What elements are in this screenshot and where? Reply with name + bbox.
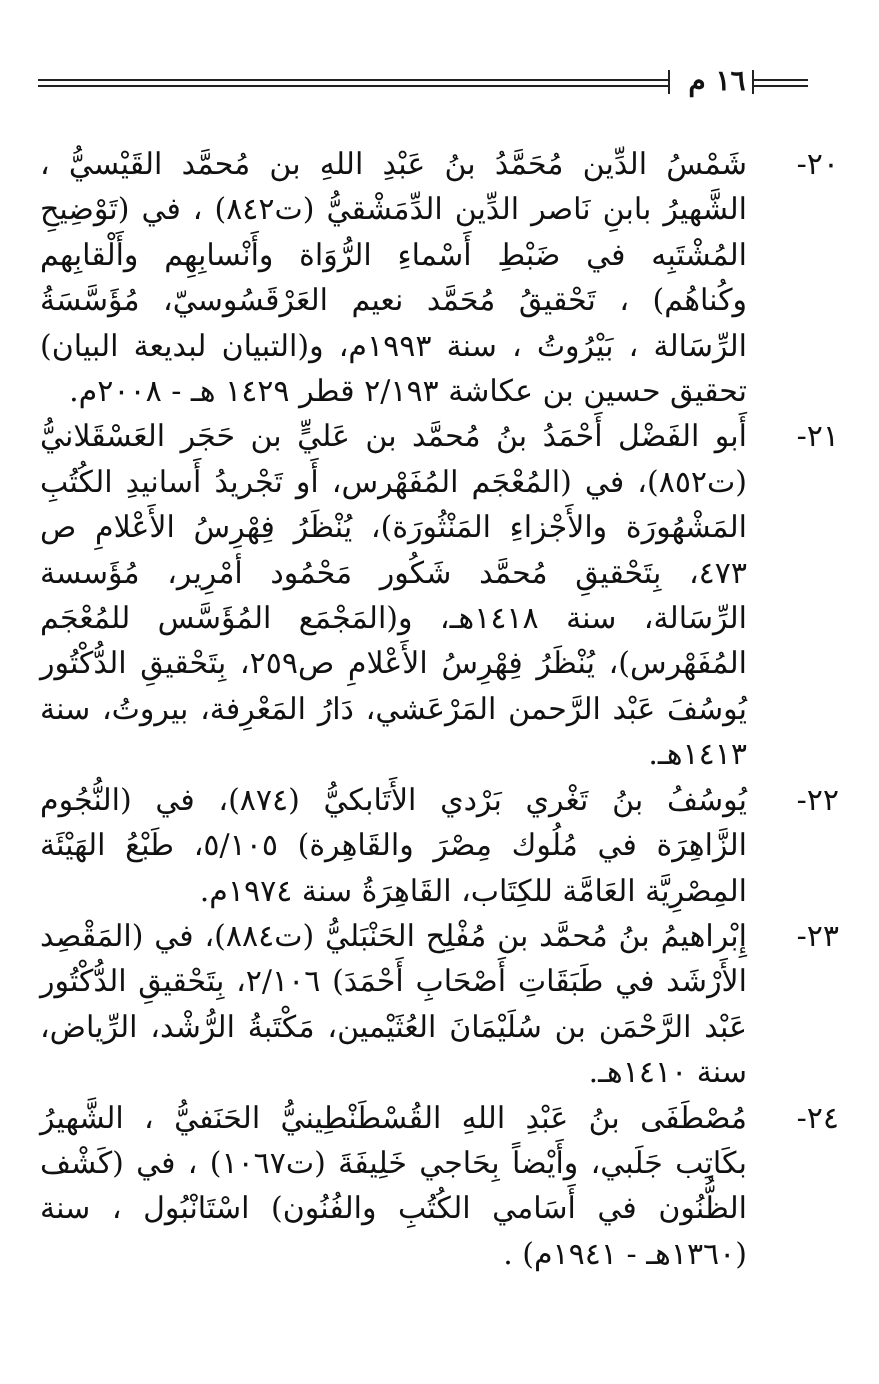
- header-rule-left: [38, 79, 670, 87]
- page-number: ١٦ م: [688, 64, 746, 97]
- entry: [40, 778, 839, 914]
- entry-number: ٢٢-: [796, 782, 839, 818]
- entry: [40, 414, 839, 777]
- entry-number: ٢٣-: [796, 918, 839, 954]
- entry: [40, 1096, 839, 1278]
- entry-number: ٢٠-: [796, 147, 839, 182]
- entries-list: [40, 142, 839, 1277]
- entry-number: ٢١-: [796, 419, 839, 455]
- entry: [40, 142, 839, 414]
- entry-text: مُصْطَفَى بنُ عَبْدِ اللهِ القُسْطَنْطِينيُّ الحَنَفيُّ ، الشَّهيرُ بكَاتِب جَلَبي، وأَيْضاً بِحَاجي خَلِيفَةَ (ت١٠٦٧) ، في (كَشْف الظُّنُون في أَسَامي الكُتُبِ والفُنُون) اسْتَانْبُول ، سنة (١٣٦٠هـ - ١٩٤١م) .: [40, 1100, 747, 1272]
- entry-text: يُوسُفُ بنُ تَغْري بَرْدي الأَتَابكيُّ (٨٧٤)، في (النُّجُوم الزَّاهِرَة في مُلُوك مِصْرَ والقَاهِرة) ٥/١٠٥، طَبْعُ الهَيْئَة المِصْرِيَّة العَامَّة للكِتَاب، القَاهِرَةُ سنة ١٩٧٤م.: [40, 782, 747, 909]
- header-rule-right: [752, 79, 808, 87]
- entry-text: إِبْراهيمُ بنُ مُحمَّد بن مُفْلِح الحَنْبَليُّ (ت٨٨٤)، في (المَقْصِد الأَرْشَد في طَبَقَاتِ أَصْحَابِ أَحْمَدَ) ٢/١٠٦، بِتَحْقيقِ الدُّكْتُور عَبْد الرَّحْمَن بن سُلَيْمَانَ العُثَيْمين، مَكْتَبةُ الرُّشْد، الرِّياض، سنة ١٤١٠هـ.: [40, 918, 747, 1091]
- entry-number: ٢٤-: [796, 1100, 839, 1136]
- header-rule-divider-left: [668, 70, 670, 94]
- entry: [40, 914, 839, 1096]
- entry-text: أَبو الفَضْل أَحْمَدُ بنُ مُحمَّد بن عَليٍّ بن حَجَر العَسْقَلانيُّ (ت٨٥٢)، في (المُعْجَم المُفَهْرس، أَو تَجْريدُ أَسانيدِ الكُتُبِ المَشْهُورَة والأَجْزاءِ المَنْثُورَة)، يُنْظَرُ فِهْرِسُ الأَعْلامِ ص ٤٧٣، بِتَحْقيقِ مُحمَّد شَكُور مَحْمُود أمْرِير، مُؤَسسة الرِّسَالة، سنة ١٤١٨هـ، و(المَجْمَع المُؤَسَّس للمُعْجَم المُفَهْرس)، يُنْظَرُ فِهْرِسُ الأَعْلامِ ص٢٥٩، بِتَحْقيقِ الدُّكْتُور يُوسُفَ عَبْد الرَّحمن المَرْعَشي، دَارُ المَعْرِفة، بيروتُ، سنة ١٤١٣هـ.: [40, 419, 748, 773]
- page-header: [38, 66, 808, 96]
- entry-text: شَمْسُ الدِّين مُحَمَّدُ بنُ عَبْدِ اللهِ بن مُحمَّد القَيْسيُّ ، الشَّهيرُ بابنِ نَاصر الدِّين الدِّمَشْقيُّ (ت٨٤٢) ، في (تَوْضِيحِ المُشْتَبِه في ضَبْطِ أَسْماءِ الرُّوَاة وأَنْسابِهِم وأَلْقابِهم وكُناهُم) ، تَحْقيقُ مُحَمَّد نعيم العَرْقَسُوسيّ، مُؤَسَّسَةُ الرِّسَالة ، بَيْرُوتُ ، سنة ١٩٩٣م، و(التبيان لبديعة البيان) تحقيق حسين بن عكاشة ٢/١٩٣ قطر ١٤٢٩ هـ - ٢٠٠٨م.: [40, 147, 747, 410]
